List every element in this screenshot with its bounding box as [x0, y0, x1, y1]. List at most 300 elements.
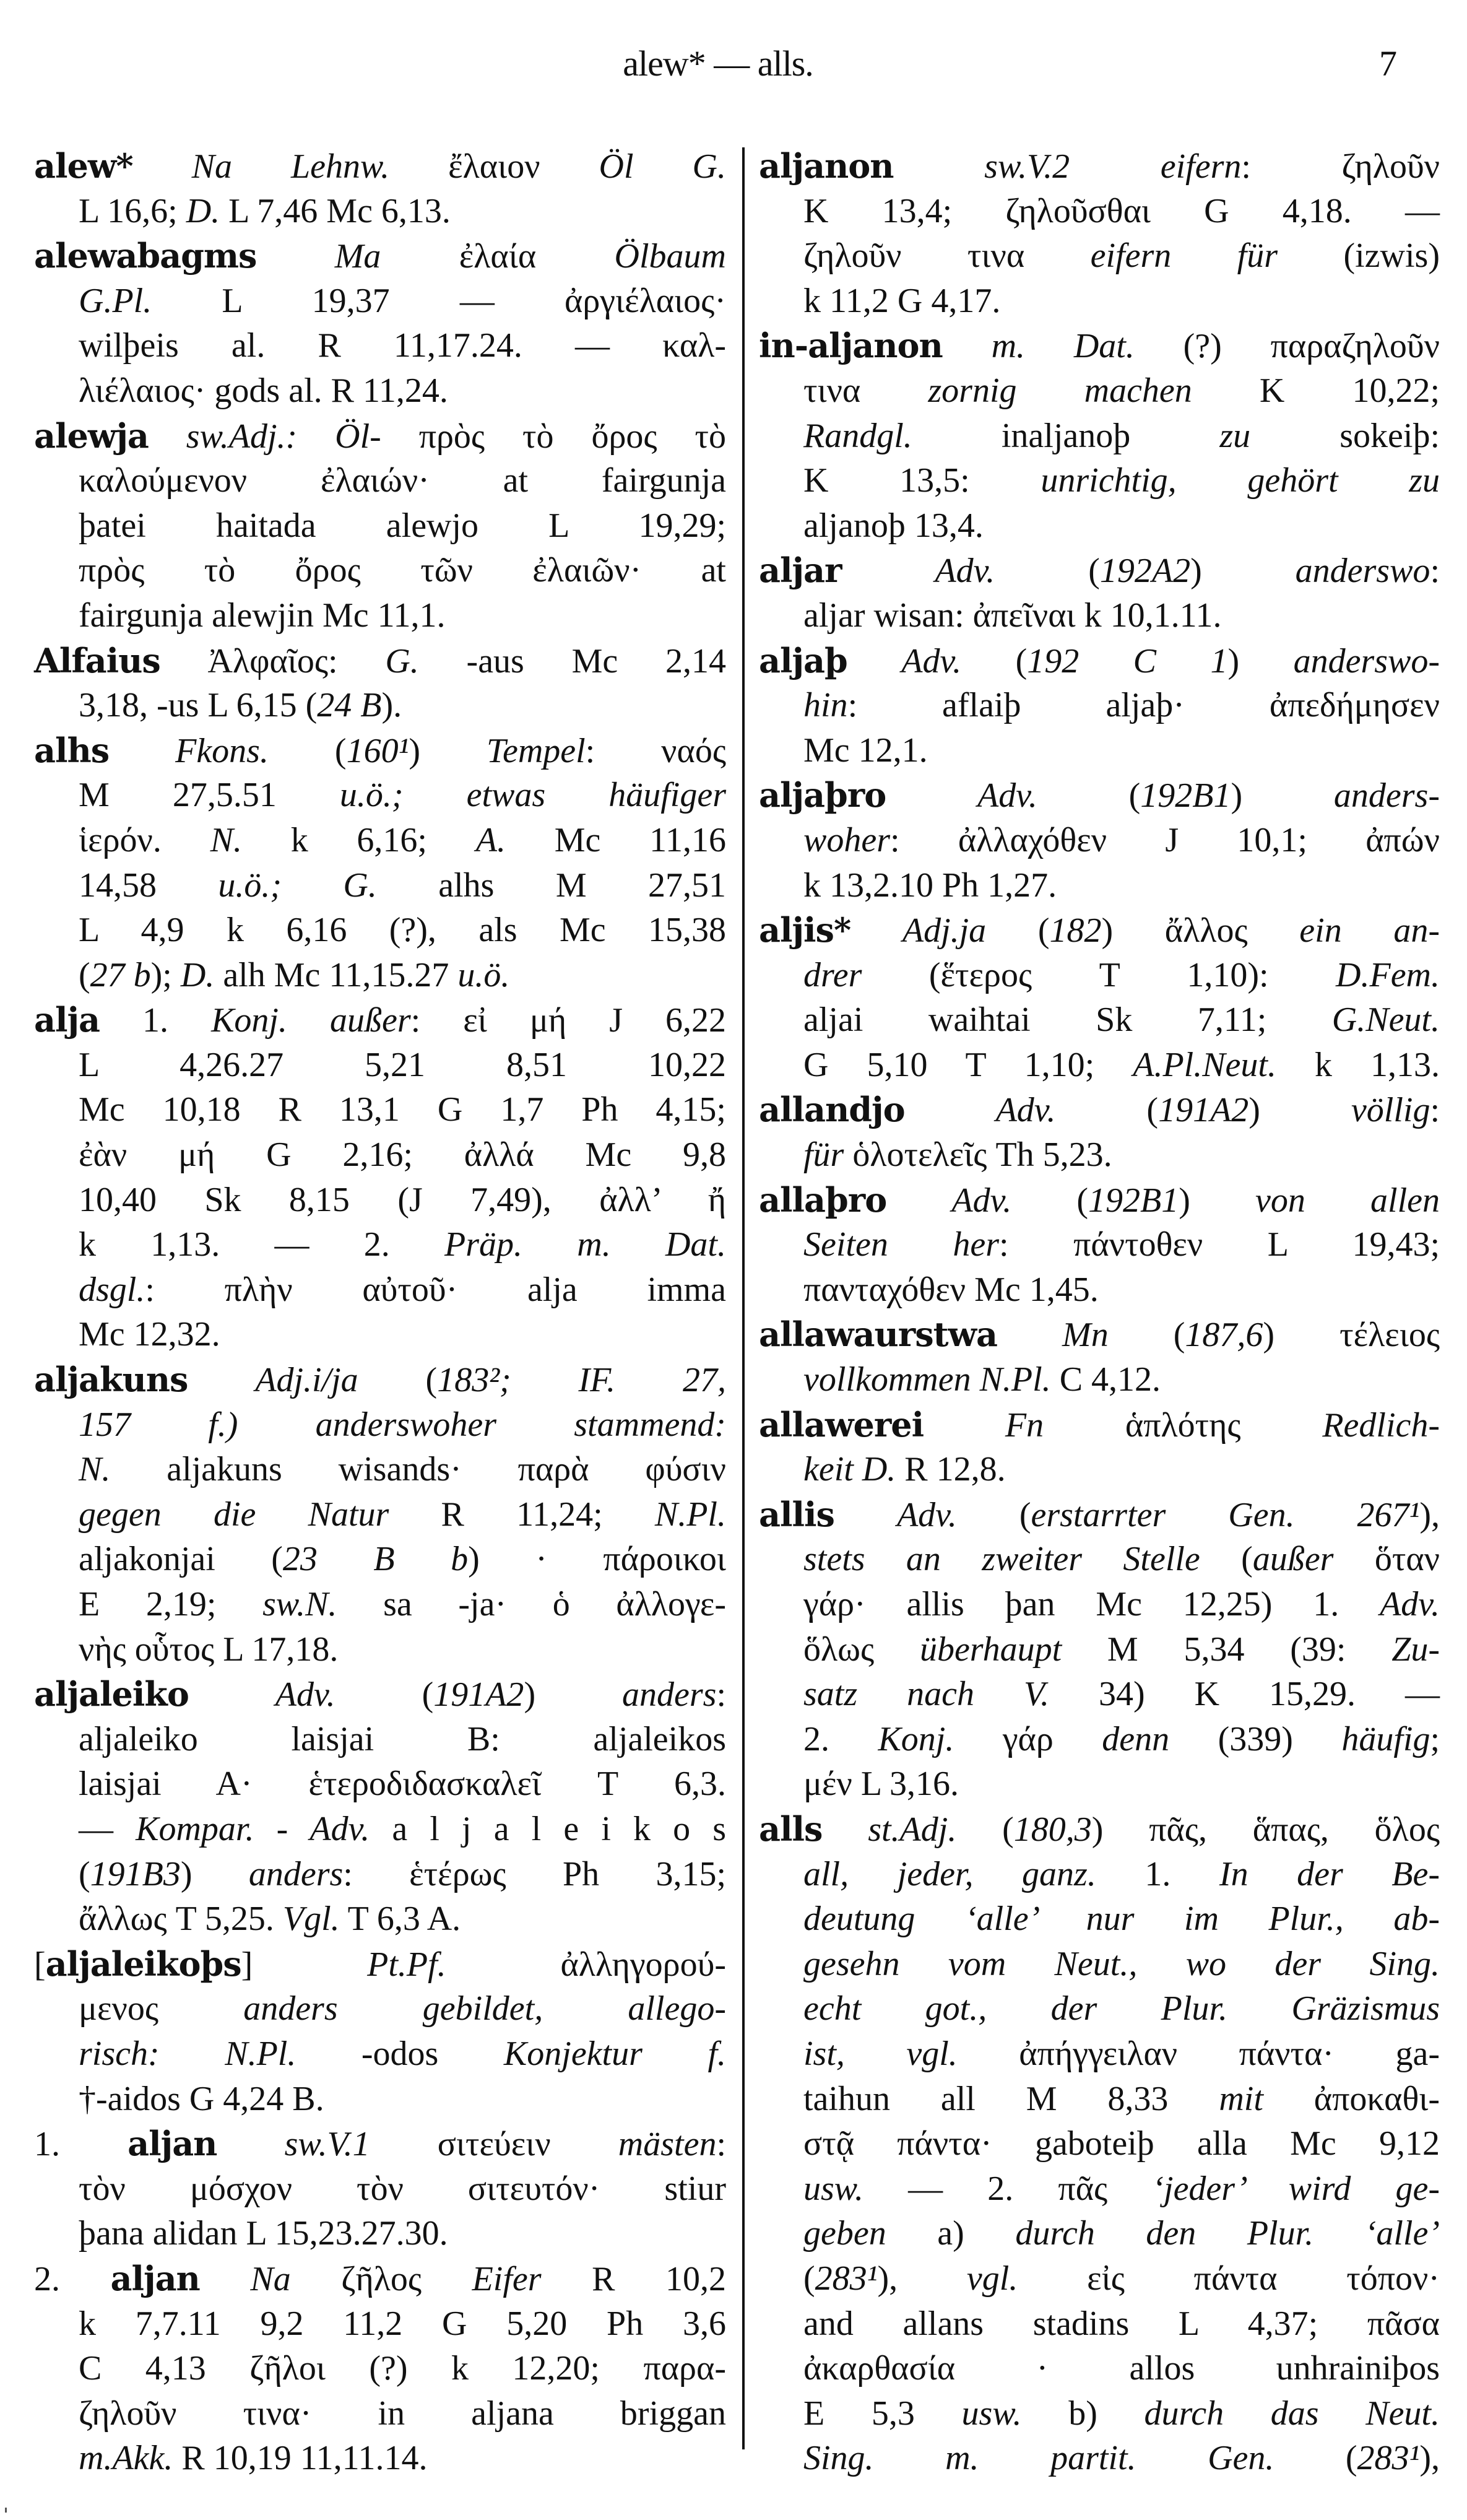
- italic-gloss: gesehn vom Neut., wo der Sing.: [803, 1944, 1440, 1983]
- headword: allawerei: [759, 1404, 924, 1445]
- text-run: ): [1227, 641, 1294, 680]
- text-run: ἄλλως T 5,25.: [79, 1900, 283, 1939]
- text-run: : ἑτέρως Ph 3,15;: [343, 1854, 726, 1893]
- text-run: [200, 2260, 251, 2298]
- entry-continuation-line: [759, 1852, 1440, 1897]
- text-run: alh Mc 11,15.27: [214, 955, 458, 994]
- italic-gloss: Adv.: [995, 1091, 1056, 1130]
- text-run: K 13,4; ζηλοῦσθαι G 4,18. —: [803, 191, 1440, 230]
- headword: aljar: [759, 550, 842, 591]
- headword: allawaurstwa: [759, 1314, 998, 1355]
- text-run: M 27,5.51: [79, 776, 340, 815]
- text-run: τὸν μόσχον τὸν σιτευτόν· stiur: [79, 2169, 726, 2208]
- italic-gloss: Adv.: [275, 1675, 335, 1714]
- italic-gloss: sw.V.1: [284, 2125, 370, 2164]
- text-run: ): [1248, 1091, 1351, 1130]
- text-run: 1.: [1096, 1854, 1219, 1893]
- entry-head-line: [34, 144, 726, 189]
- entry-head-line: [759, 1087, 1440, 1132]
- italic-gloss: 283¹: [1357, 2439, 1420, 2478]
- headword: aljaþ: [759, 640, 847, 680]
- text-run: M 5,34 (39:: [1062, 1630, 1392, 1669]
- italic-gloss: Redlich-: [1322, 1406, 1440, 1445]
- italic-gloss: Konj. außer: [211, 1001, 411, 1040]
- text-run: [894, 147, 985, 186]
- italic-gloss: 283¹: [815, 2259, 878, 2298]
- entry-continuation-line: [759, 728, 1440, 773]
- headword: alja: [34, 1000, 100, 1040]
- entry-continuation-line: [759, 1222, 1440, 1267]
- text-run: : πλὴν αὐτοῦ· alja imma: [145, 1270, 726, 1309]
- italic-gloss: anderswo: [1295, 552, 1430, 591]
- entry-continuation-line: [34, 773, 726, 818]
- italic-gloss: 157 f.) anderswoher stammend:: [79, 1405, 726, 1444]
- text-run: ἁπλότης: [1044, 1406, 1323, 1445]
- italic-gloss: Konjektur f.: [503, 2034, 726, 2073]
- italic-gloss: 187,6: [1185, 1316, 1263, 1355]
- text-run: E 5,3: [803, 2394, 962, 2433]
- text-run: ἀλληγορού-: [446, 1945, 726, 1984]
- entry-continuation-line: [34, 2346, 726, 2391]
- text-run: —: [79, 1809, 136, 1848]
- text-run: ): [1179, 1181, 1256, 1220]
- entry-continuation-line: [759, 2301, 1440, 2347]
- text-run: [822, 1810, 868, 1849]
- entry-continuation-line: [34, 1852, 726, 1897]
- running-head: [0, 36, 1467, 92]
- text-run: εἰς πάντα τόπον·: [1018, 2259, 1440, 2298]
- text-run: aljanoþ 13,4.: [803, 506, 984, 545]
- text-run: L 4,26.27 5,21 8,51 10,22: [79, 1045, 726, 1084]
- headword: aljaleikoþs: [45, 1944, 241, 1984]
- text-run: sokeiþ:: [1250, 416, 1440, 455]
- entry-continuation-line: [759, 189, 1440, 234]
- italic-gloss: Konj.: [878, 1719, 954, 1758]
- italic-gloss: Pt.Pf.: [367, 1945, 446, 1984]
- italic-gloss: Ma: [334, 237, 381, 276]
- text-run: ἀποκαθι-: [1263, 2079, 1440, 2118]
- text-run: þana alidan L 15,23.27.30.: [79, 2214, 448, 2253]
- italic-gloss: 27 b: [90, 955, 151, 994]
- italic-gloss: Eifer: [472, 2259, 542, 2298]
- text-run: (: [268, 731, 347, 770]
- italic-gloss: Adv.: [935, 552, 995, 591]
- entry-continuation-line: [34, 1222, 726, 1267]
- entry-continuation-line: [34, 2031, 726, 2077]
- entry-continuation-line: [759, 593, 1440, 638]
- text-run: : aflaiþ aljaþ· ἀπεδήμησεν: [847, 686, 1440, 725]
- text-run: 1.: [100, 1001, 212, 1040]
- text-run: [850, 911, 902, 950]
- italic-gloss: st.Adj.: [868, 1810, 957, 1849]
- italic-gloss: dsgl.: [79, 1270, 145, 1309]
- entry-continuation-line: [759, 1762, 1440, 1807]
- entry-head-line: [34, 1672, 726, 1717]
- text-run: L 4,9 k 6,16 (?), als Mc 15,38: [79, 911, 726, 950]
- text-run: πρὸς τὸ ὄρος τῶν ἐλαιῶν· at: [79, 551, 726, 590]
- running-title: alew* — alls.: [623, 43, 813, 84]
- text-run: E 2,19;: [79, 1585, 263, 1623]
- italic-gloss: 183²; IF. 27,: [437, 1361, 726, 1400]
- text-run: þatei haitada alewjo L 19,29;: [79, 506, 726, 545]
- italic-gloss: In der Be-: [1219, 1854, 1440, 1893]
- text-run: (: [1108, 1316, 1185, 1355]
- italic-gloss: u.ö.: [457, 955, 510, 994]
- text-run: Mc 11,16: [505, 820, 726, 859]
- entry-continuation-line: [759, 1537, 1440, 1582]
- italic-gloss: überhaupt: [919, 1630, 1062, 1669]
- italic-gloss: mit: [1219, 2079, 1263, 2118]
- text-run: [834, 1496, 897, 1534]
- text-run: k 11,2 G 4,17.: [803, 281, 1001, 320]
- text-run: :: [1430, 552, 1440, 591]
- italic-gloss: sw.Adj.: Öl-: [186, 417, 381, 456]
- entry-continuation-line: [34, 1402, 726, 1448]
- italic-gloss: 182: [1049, 911, 1102, 950]
- entry-continuation-line: [34, 279, 726, 324]
- text-run: ἀπήγγειλαν πάντα· ga-: [957, 2034, 1440, 2073]
- italic-gloss: vollkommen N.Pl.: [803, 1360, 1051, 1399]
- text-run: k 1,13. — 2.: [79, 1225, 445, 1264]
- headword: alls: [759, 1809, 823, 1849]
- italic-gloss: D.: [180, 955, 215, 994]
- italic-gloss: G.Pl.: [79, 281, 152, 320]
- italic-gloss: 191A2: [433, 1675, 524, 1714]
- italic-gloss: denn: [1102, 1719, 1170, 1758]
- entry-continuation-line: [759, 997, 1440, 1043]
- text-run: [841, 552, 935, 590]
- text-run: (: [358, 1361, 438, 1400]
- italic-gloss: ist, vgl.: [803, 2034, 958, 2073]
- entry-continuation-line: [759, 279, 1440, 324]
- text-run: ),: [1419, 1495, 1440, 1534]
- text-run: : πάντοθεν L 19,43;: [999, 1225, 1440, 1264]
- italic-gloss: u.ö.; etwas häufiger: [339, 776, 726, 815]
- text-run: taihun all M 8,33: [803, 2079, 1219, 2118]
- text-run: K 10,22;: [1192, 371, 1440, 410]
- text-run: γάρ· allis þan Mc 12,25) 1.: [803, 1585, 1380, 1623]
- text-run: aljar wisan: ἀπεῖναι k 10,1.11.: [803, 596, 1222, 635]
- text-run: G 5,10 T 1,10;: [803, 1045, 1133, 1084]
- headword: alewabagms: [34, 236, 257, 276]
- text-run: Ἀλφαῖος:: [160, 641, 386, 680]
- italic-gloss: anders-: [1333, 776, 1440, 815]
- italic-gloss: Adv.: [896, 1495, 957, 1534]
- entry-continuation-line: [759, 1357, 1440, 1402]
- text-run: μέν L 3,16.: [803, 1765, 959, 1804]
- text-run: C 4,13 ζῆλοι (?) k 12,20; παρα-: [79, 2349, 726, 2388]
- italic-gloss: Adj.ja: [902, 911, 987, 950]
- text-run: b): [1021, 2394, 1145, 2433]
- italic-gloss: drer: [803, 955, 862, 994]
- text-run: [188, 1361, 255, 1399]
- entry-continuation-line: [759, 1717, 1440, 1762]
- entry-continuation-line: [759, 1942, 1440, 1987]
- entry-continuation-line: [759, 1267, 1440, 1313]
- entry-continuation-line: [34, 1132, 726, 1178]
- entry-continuation-line: [759, 2121, 1440, 2166]
- italic-gloss: anders: [248, 1854, 344, 1893]
- text-run: 2.: [803, 1719, 878, 1758]
- entry-continuation-line: [34, 1043, 726, 1088]
- italic-gloss: usw.: [961, 2394, 1022, 2433]
- entry-continuation-line: [759, 2211, 1440, 2256]
- entry-head-line: [34, 2121, 726, 2166]
- text-run: : ζηλοῦν: [1241, 147, 1440, 186]
- italic-gloss: gegen die Natur: [79, 1495, 389, 1534]
- italic-gloss: Präp. m. Dat.: [444, 1225, 726, 1264]
- entry-continuation-line: [34, 1717, 726, 1762]
- entry-continuation-line: [759, 368, 1440, 414]
- entry-continuation-line: [759, 1582, 1440, 1627]
- entry-continuation-line: [34, 189, 726, 234]
- entry-continuation-line: [759, 1043, 1440, 1088]
- text-run: a): [886, 2214, 1016, 2253]
- entry-continuation-line: [34, 368, 726, 414]
- entry-continuation-line: [759, 503, 1440, 549]
- italic-gloss: vgl.: [966, 2259, 1018, 2298]
- italic-gloss: echt got., der Plur. Gräzismus: [803, 1989, 1440, 2028]
- text-run: k 13,2.10 Ph 1,27.: [803, 866, 1057, 905]
- italic-gloss: Tempel: [486, 731, 586, 770]
- italic-gloss: 24 B: [317, 686, 382, 725]
- italic-gloss: risch: N.Pl.: [79, 2034, 296, 2073]
- entry-continuation-line: [34, 2166, 726, 2212]
- italic-gloss: Adv.: [1380, 1585, 1440, 1623]
- entry-head-line: [759, 1402, 1440, 1448]
- text-run: inaljanoþ: [912, 416, 1220, 455]
- entry-continuation-line: [759, 458, 1440, 503]
- headword: Alfaius: [34, 640, 160, 680]
- entry-head-line: [759, 638, 1440, 684]
- text-run: [943, 327, 992, 365]
- text-run: T 6,3 A.: [339, 1900, 461, 1939]
- headword: allandjo: [759, 1090, 905, 1130]
- entry-head-line: [34, 1357, 726, 1402]
- entry-head-line: [34, 233, 726, 279]
- italic-gloss: häufig: [1341, 1719, 1430, 1758]
- entry-head-line: [759, 1492, 1440, 1537]
- italic-gloss: u.ö.; G.: [218, 866, 377, 905]
- text-run: -aus Mc 2,14: [418, 641, 726, 680]
- italic-gloss: sw.V.2 eifern: [984, 147, 1242, 186]
- italic-gloss: 23 B b: [282, 1540, 469, 1579]
- text-run: [886, 776, 977, 815]
- text-run: στᾷ πάντα· gaboteiþ alla Mc 9,12: [803, 2124, 1440, 2163]
- text-run: k 7,7.11 9,2 11,2 G 5,20 Ph 3,6: [79, 2304, 726, 2343]
- headword: aljan: [110, 2258, 200, 2298]
- entry-head-line: [34, 728, 726, 773]
- text-run: (: [803, 2259, 815, 2298]
- text-run: ): [1190, 552, 1296, 591]
- text-run: fairgunja alewjin Mc 11,1.: [79, 596, 446, 635]
- entry-continuation-line: [759, 1627, 1440, 1672]
- text-run: (: [1200, 1540, 1253, 1579]
- text-run: ἱερόν.: [79, 820, 210, 859]
- text-run: aljakuns wisands· παρὰ φύσιν: [110, 1450, 726, 1489]
- text-run: ζηλοῦν τινα: [803, 237, 1091, 276]
- italic-gloss: ein an-: [1299, 911, 1440, 950]
- headword: aljaþro: [759, 775, 886, 815]
- text-run: [924, 1406, 1005, 1445]
- text-run: (izwis): [1278, 237, 1440, 276]
- text-run: λιέλαιος· gods al. R 11,24.: [79, 371, 448, 410]
- text-run: and allans stadins L 4,37; πᾶσα: [803, 2304, 1440, 2343]
- entry-head-line: [34, 638, 726, 684]
- text-run: :: [716, 1675, 726, 1714]
- text-run: : ἀλλαχόθεν J 10,1; ἀπών: [890, 820, 1440, 859]
- headword: aljakuns: [34, 1360, 188, 1400]
- text-run: [149, 417, 186, 456]
- left-column: [34, 144, 726, 2481]
- italic-gloss: Na Lehnw.: [191, 147, 390, 186]
- entry-continuation-line: [759, 1132, 1440, 1178]
- text-run: );: [150, 955, 181, 994]
- italic-gloss: anders: [621, 1675, 717, 1714]
- italic-gloss: sw.N.: [262, 1585, 337, 1623]
- text-run: :: [1430, 1091, 1440, 1130]
- text-run: : ναός: [585, 731, 726, 770]
- text-run: (: [335, 1675, 434, 1714]
- entry-continuation-line: [759, 1447, 1440, 1492]
- text-run: L 7,46 Mc 6,13.: [220, 191, 451, 230]
- text-run: (?) παραζηλοῦν: [1134, 327, 1440, 366]
- entry-continuation-line: [34, 1762, 726, 1807]
- entry-continuation-line: [759, 2346, 1440, 2391]
- text-run: ;: [1430, 1719, 1440, 1758]
- entry-continuation-line: [34, 2301, 726, 2347]
- headword: aljan: [128, 2124, 217, 2164]
- italic-gloss: mästen: [618, 2125, 717, 2164]
- italic-gloss: 192B1: [1140, 776, 1231, 815]
- entry-head-line: [34, 997, 726, 1043]
- italic-gloss: zu: [1219, 416, 1251, 455]
- entry-head-line: [759, 323, 1440, 368]
- entry-head-line: [34, 2256, 726, 2301]
- text-run: R 10,19 11,11.14.: [173, 2439, 428, 2478]
- text-run: wilþeis al. R 11,17.24. — καλ-: [79, 326, 726, 365]
- italic-gloss: Randgl.: [803, 416, 912, 455]
- italic-gloss: 160¹: [346, 731, 409, 770]
- entry-continuation-line: [34, 1897, 726, 1942]
- entry-continuation-line: [759, 1986, 1440, 2031]
- entry-continuation-line: [34, 1627, 726, 1672]
- headword: alhs: [34, 730, 110, 770]
- text-run: (ἕτερος T 1,10):: [862, 955, 1336, 994]
- entry-continuation-line: [34, 323, 726, 368]
- text-run: [217, 2125, 284, 2163]
- entry-continuation-line: [759, 2077, 1440, 2122]
- italic-gloss: all, jeder, ganz.: [803, 1854, 1096, 1893]
- italic-gloss: ‘jeder’ wird ge-: [1152, 2169, 1440, 2208]
- text-run: (: [1011, 1181, 1089, 1220]
- text-run: (: [956, 1495, 1031, 1534]
- headword: alew*: [34, 146, 133, 186]
- entry-head-line: [759, 1312, 1440, 1357]
- text-run: -odos: [296, 2034, 504, 2073]
- text-run: [997, 1316, 1062, 1354]
- entry-continuation-line: [34, 1582, 726, 1627]
- entry-continuation-line: [34, 503, 726, 549]
- entry-continuation-line: [759, 2436, 1440, 2481]
- text-run: (339): [1169, 1719, 1342, 1758]
- italic-gloss: für: [803, 1136, 844, 1175]
- scan-speck: [5, 2508, 7, 2513]
- italic-gloss: m. Dat.: [991, 327, 1135, 366]
- entry-continuation-line: [759, 818, 1440, 863]
- text-run: (: [995, 552, 1100, 591]
- text-run: R 10,2: [541, 2259, 726, 2298]
- italic-gloss: Na: [250, 2259, 291, 2298]
- text-run: 2.: [34, 2259, 111, 2298]
- entry-continuation-line: [34, 458, 726, 503]
- text-run: L 16,6;: [79, 191, 186, 230]
- text-run: 3,18, -us L 6,15 (: [79, 686, 318, 725]
- text-run: (: [956, 1810, 1014, 1849]
- text-run: sa -ja· ὁ ἀλλογε-: [337, 1585, 726, 1623]
- text-run: ): [524, 1675, 622, 1714]
- text-run: ) · πάροικοι: [468, 1540, 726, 1579]
- italic-gloss: Fkons.: [175, 731, 269, 770]
- italic-gloss: Adv.: [951, 1181, 1012, 1220]
- italic-gloss: Fn: [1005, 1406, 1044, 1445]
- italic-gloss: unrichtig, gehört zu: [1041, 461, 1440, 500]
- text-run: (: [1274, 2439, 1357, 2478]
- italic-gloss: völlig: [1351, 1091, 1430, 1130]
- italic-gloss: 191B3: [90, 1854, 181, 1893]
- entry-continuation-line: [34, 1312, 726, 1357]
- text-run: ἐλαία: [381, 237, 615, 276]
- text-run: τινα: [803, 371, 928, 410]
- italic-gloss: Sing. m. partit. Gen.: [803, 2439, 1274, 2478]
- entry-continuation-line: [759, 414, 1440, 459]
- text-run: laisjai A· ἑτεροδιδασκαλεῖ T 6,3.: [79, 1765, 726, 1804]
- headword: alewja: [34, 415, 149, 456]
- italic-gloss: anders gebildet, allego-: [243, 1989, 726, 2028]
- text-run: [847, 642, 901, 680]
- italic-gloss: Kompar. - Adv.: [136, 1809, 370, 1848]
- entry-head-line: [759, 144, 1440, 189]
- italic-gloss: Adv.: [901, 641, 962, 680]
- entry-head-line: [759, 548, 1440, 593]
- text-run: :: [716, 2125, 727, 2164]
- entry-continuation-line: [34, 2436, 726, 2481]
- italic-gloss: G.: [385, 641, 419, 680]
- text-run: ) ἄλλος: [1101, 911, 1300, 950]
- text-run: [133, 147, 192, 186]
- headword: allis: [759, 1494, 834, 1534]
- entry-continuation-line: [759, 2256, 1440, 2301]
- text-run: k 6,16;: [241, 820, 476, 859]
- headword: allaþro: [759, 1180, 887, 1220]
- text-run: [: [34, 1945, 46, 1984]
- text-run: (: [961, 641, 1028, 680]
- text-run: ),: [1419, 2439, 1440, 2478]
- italic-gloss: 191A2: [1158, 1091, 1249, 1130]
- entry-continuation-line: [34, 1267, 726, 1313]
- text-run: μενος: [79, 1989, 244, 2028]
- italic-gloss: 192 C 1: [1027, 641, 1228, 680]
- text-run: [905, 1091, 996, 1129]
- italic-gloss: Zu-: [1391, 1630, 1440, 1669]
- text-run: [109, 732, 175, 770]
- text-run: ).: [381, 686, 402, 725]
- italic-gloss: usw.: [803, 2169, 863, 2208]
- italic-gloss: D.: [186, 191, 220, 230]
- italic-gloss: Seiten her: [803, 1225, 1000, 1264]
- italic-gloss: Adv.: [977, 776, 1037, 815]
- italic-gloss: 192B1: [1088, 1181, 1179, 1220]
